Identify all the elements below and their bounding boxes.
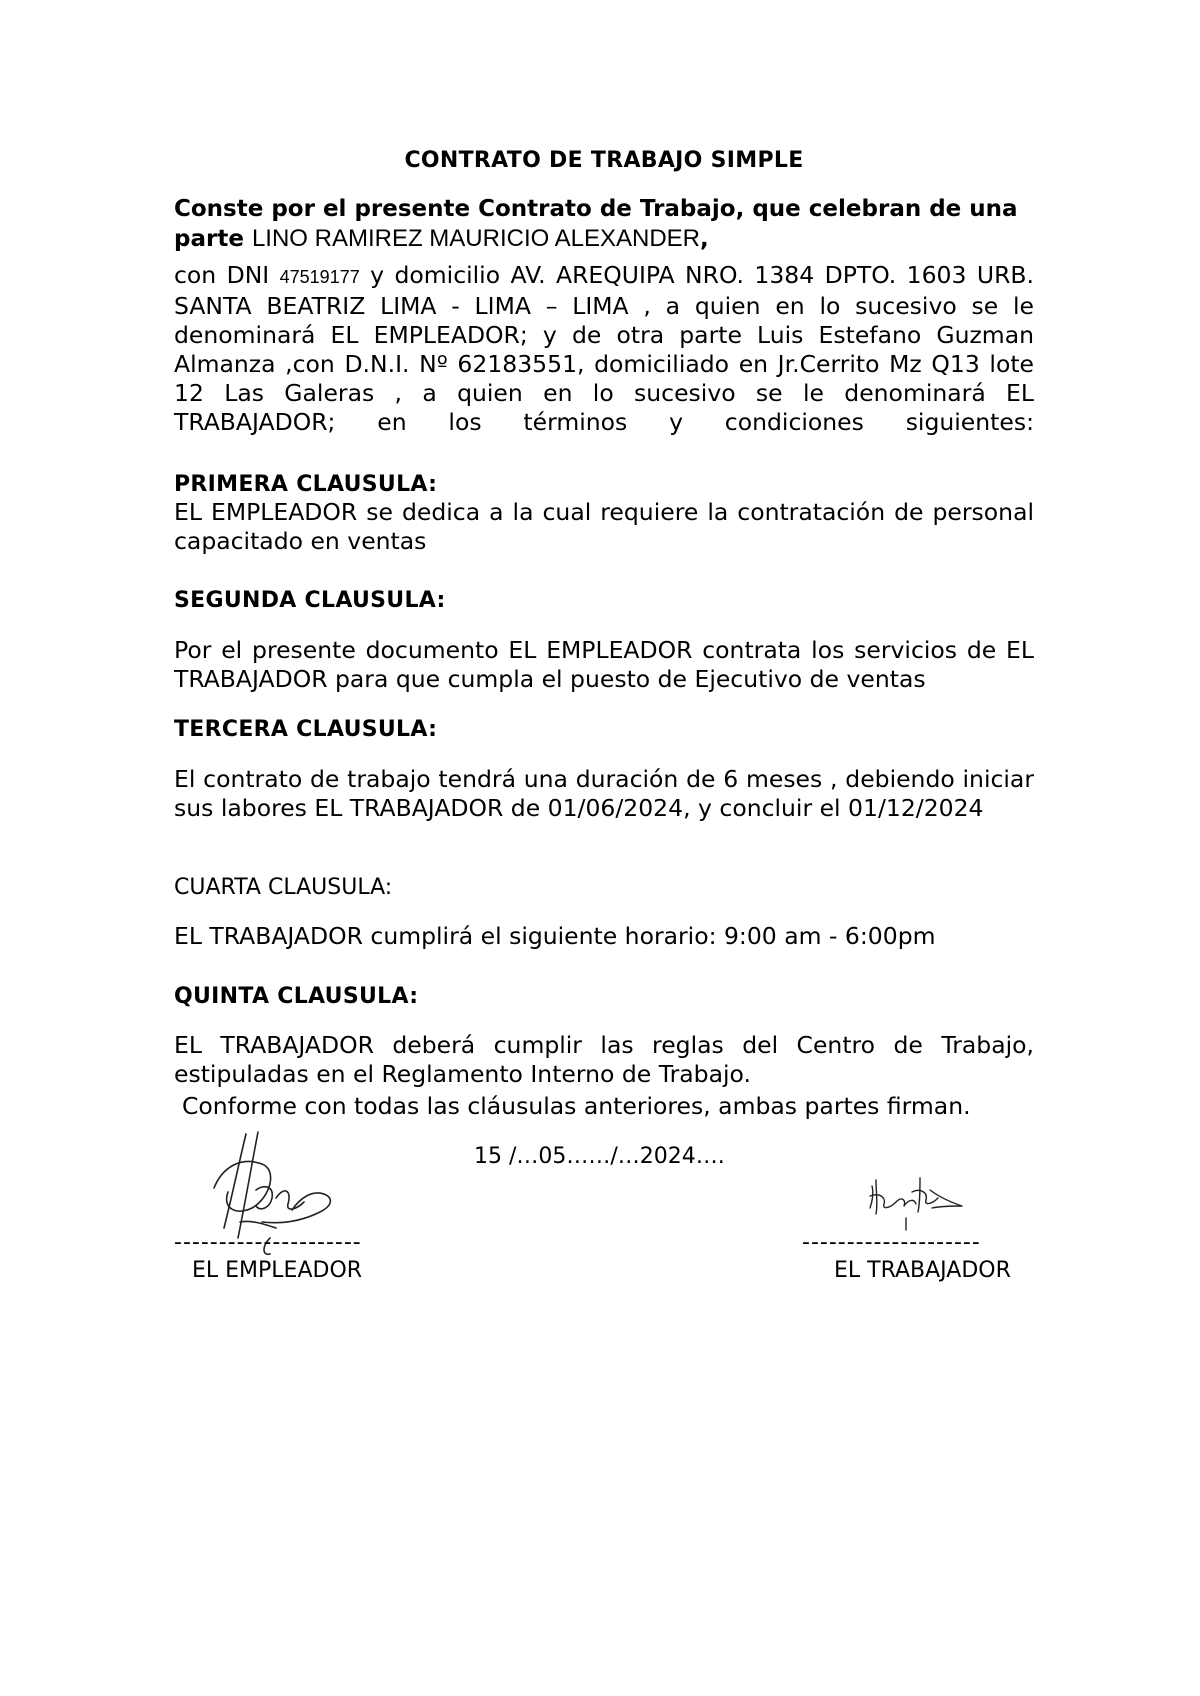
worker-signature-line: -------------------- [802,1230,981,1255]
employer-signature-line: --------------------- [174,1230,362,1255]
primera-clausula-text: EL EMPLEADOR se dedica a la cual requiere la contratación de personal capacitado en ventas [174,498,1034,555]
tercera-clausula-heading: TERCERA CLAUSULA: [174,717,438,742]
quinta-clausula-heading: QUINTA CLAUSULA: [174,984,419,1009]
intro-paragraph [174,261,1034,466]
quinta-clausula-text: EL TRABAJADOR deberá cumplir las reglas del Centro de Trabajo, estipuladas en el Reglamento Interno de Trabajo. [174,1031,1034,1088]
worker-signature [866,1172,976,1232]
primera-clausula-heading: PRIMERA CLAUSULA: [174,472,438,497]
employer-dni: 47519177 [279,267,360,287]
worker-label: EL TRABAJADOR [834,1258,1011,1283]
closing-statement: Conforme con todas las cláusulas anteriores, ambas partes firman. [182,1092,971,1120]
segunda-clausula-text: Por el presente documento EL EMPLEADOR contrata los servicios de EL TRABAJADOR para que cumpla el puesto de Ejecutivo de ventas [174,636,1034,693]
employer-label: EL EMPLEADOR [192,1258,363,1283]
intro-text-before-dni: con DNI [174,261,280,289]
intro-comma: , [700,226,709,252]
cuarta-clausula-heading: CUARTA CLAUSULA: [174,875,393,900]
intro-heading [174,194,1034,254]
signing-date: 15 /…05……/…2024…. [474,1144,725,1169]
segunda-clausula-heading: SEGUNDA CLAUSULA: [174,588,446,613]
employer-name: LINO RAMIREZ MAURICIO ALEXANDER [251,225,701,252]
intro-text-after-dni: y domicilio AV. AREQUIPA NRO. 1384 DPTO. 1603 URB. SANTA BEATRIZ LIMA - LIMA – LIMA , a quien en lo sucesivo se le denominará EL EMPLEADOR; y de otra parte Luis Estefano Guzman Almanza ,con D.N.I. Nº 62183551, domiciliado en Jr.Cerrito Mz Q13 lote 12 Las Galeras , a quien en lo sucesivo se le denominará EL TRABAJADOR; en los términos y condiciones siguientes: [174,261,1034,436]
document-title: CONTRATO DE TRABAJO SIMPLE [404,148,804,173]
intro-bold-prefix: Conste por el presente Contrato de Trabajo, que celebran de una parte [174,196,1018,252]
tercera-clausula-text: El contrato de trabajo tendrá una duración de 6 meses , debiendo iniciar sus labores EL TRABAJADOR de 01/06/2024, y concluir el 01/12/2024 [174,765,1034,822]
cuarta-clausula-text: EL TRABAJADOR cumplirá el siguiente horario: 9:00 am - 6:00pm [174,922,936,950]
